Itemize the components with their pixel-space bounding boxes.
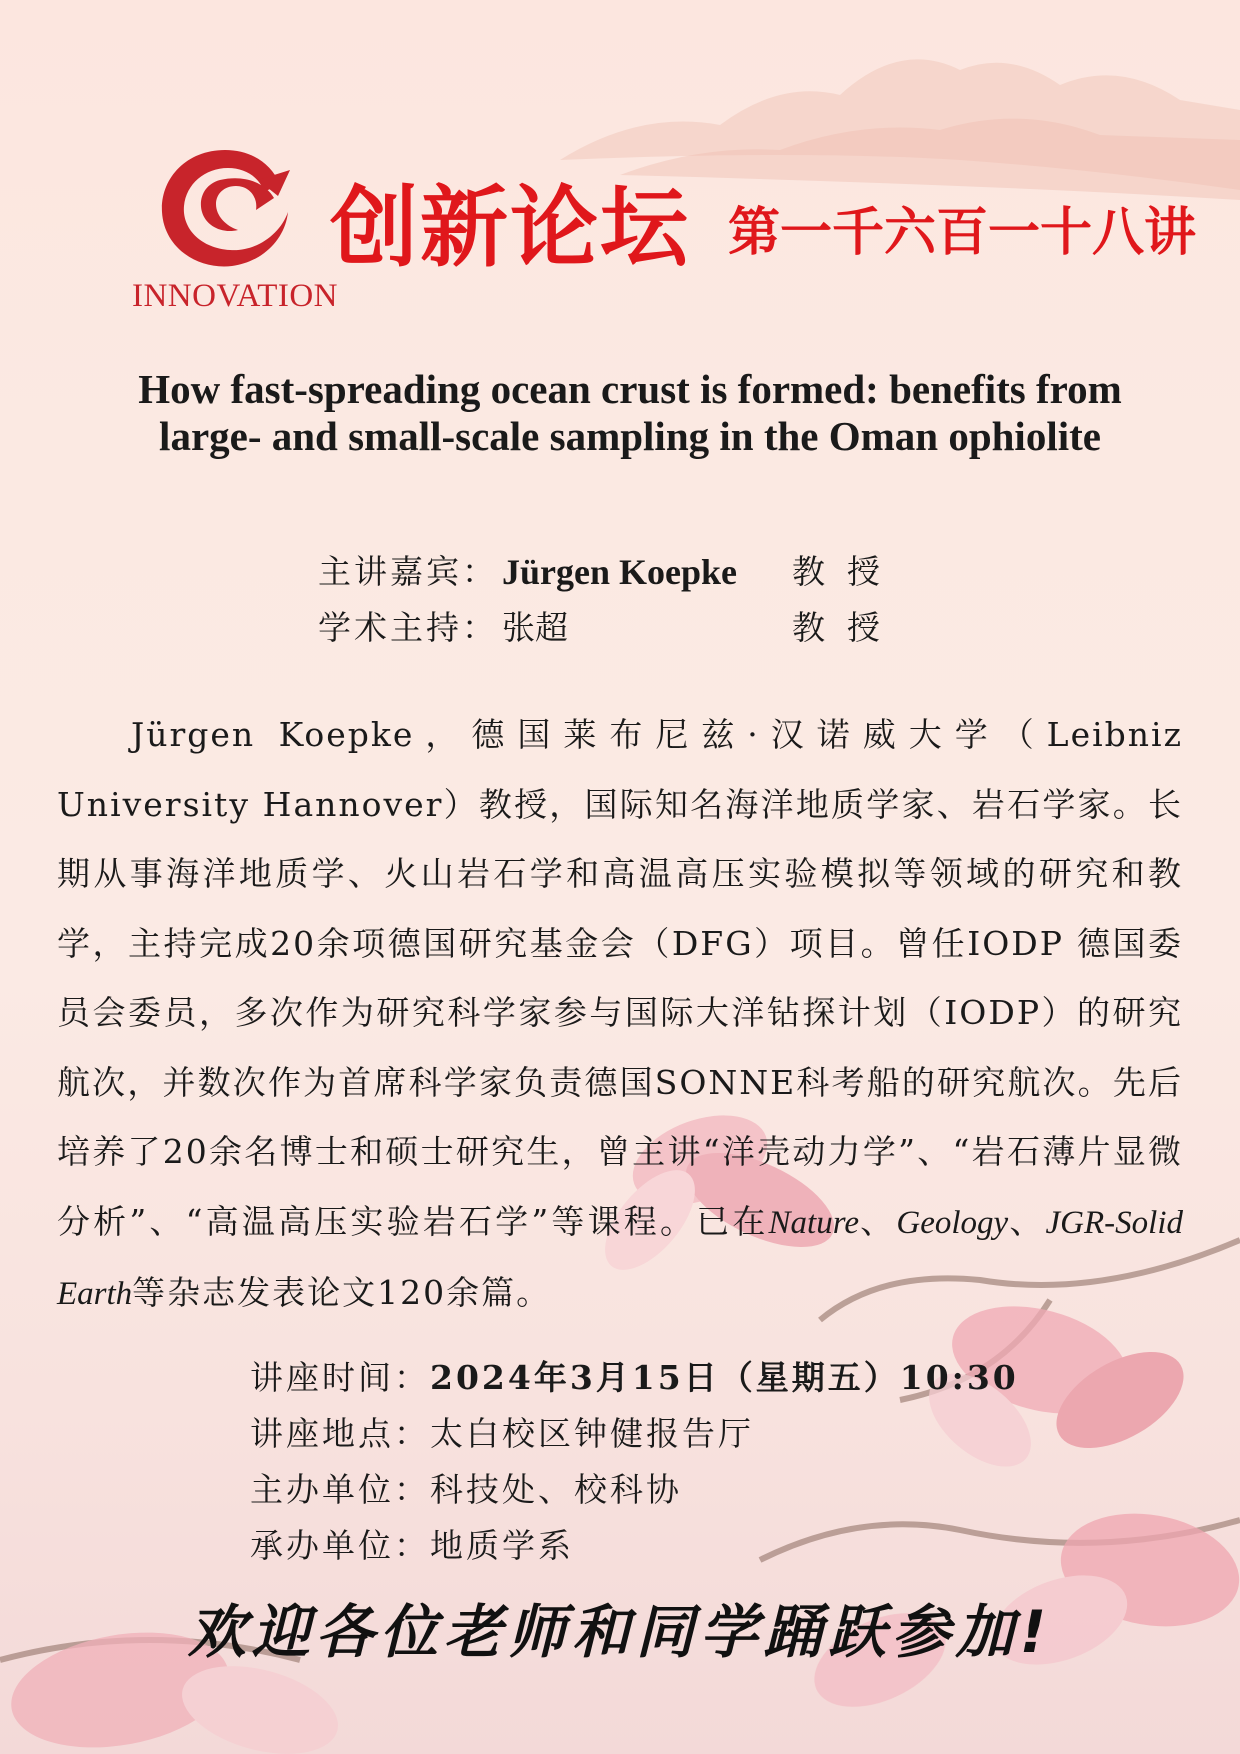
- speaker-title: 教授: [792, 552, 902, 591]
- place-row: [250, 1406, 1019, 1462]
- organizer-row: [250, 1462, 1019, 1518]
- organizer-value: 科技处、校科协: [430, 1470, 682, 1509]
- host-name: 张超: [502, 608, 568, 647]
- welcome-slogan: 欢迎各位老师和同学踊跃参加!: [187, 1598, 1053, 1666]
- speaker-bio: [57, 700, 1183, 1330]
- place-value: 太白校区钟健报告厅: [430, 1414, 754, 1453]
- undertaker-label: 承办单位：: [250, 1526, 430, 1565]
- forum-title: 创新论坛: [330, 176, 691, 279]
- undertaker-row: [250, 1518, 1019, 1574]
- host-label: 学术主持：: [318, 608, 498, 647]
- host-title: 教授: [792, 608, 902, 647]
- time-label: 讲座时间：: [250, 1358, 430, 1397]
- speaker-label: 主讲嘉宾：: [318, 552, 498, 591]
- speaker-name: Jürgen Koepke: [502, 552, 738, 592]
- talk-title-line2: large- and small-scale sampling in the Oman ophiolite: [159, 413, 1101, 459]
- event-info: [250, 1350, 1019, 1574]
- speaker-row: [318, 544, 902, 600]
- bio-separator-1: 、: [858, 1201, 897, 1241]
- lecture-number: 第一千六百一十八讲: [728, 203, 1197, 263]
- time-row: [250, 1350, 1019, 1406]
- logo-text: INNOVATION: [131, 278, 339, 314]
- undertaker-value: 地质学系: [430, 1526, 574, 1565]
- bio-text-part1: Jürgen Koepke，德国莱布尼兹·汉诺威大学（Leibniz University Hannover）教授，国际知名海洋地质学家、岩石学家。长期从事海洋地质学、火山岩石学和高温高压实验模拟等领域的研究和教学，主持完成20余项德国研究基金会（DFG）项目。曾任IODP 德国委员会委员，多次作为研究科学家参与国际大洋钻探计划（IODP）的研究航次，并数次作为首席科学家负责德国SONNE科考船的研究航次。先后培养了20余名博士和硕士研究生，曾主讲“洋壳动力学”、“岩石薄片显微分析”、“高温高压实验岩石学”等课程。已在: [57, 715, 1183, 1241]
- talk-title-line1: How fast-spreading ocean crust is formed: benefits from: [138, 366, 1122, 412]
- bio-journal-nature: Nature: [768, 1204, 859, 1241]
- host-row: [318, 600, 902, 656]
- innovation-swirl-icon: [150, 140, 300, 275]
- bio-journal-geology: Geology: [896, 1204, 1009, 1241]
- bio-separator-2: 、: [1008, 1201, 1046, 1241]
- bio-text-part2: 等杂志发表论文120余篇。: [132, 1273, 552, 1312]
- place-label: 讲座地点：: [250, 1414, 430, 1453]
- organizer-label: 主办单位：: [250, 1470, 430, 1509]
- talk-title: [60, 366, 1200, 460]
- people-block: [318, 544, 902, 656]
- innovation-logo: [120, 140, 350, 320]
- time-value: 2024年3月15日（星期五）10:30: [430, 1358, 1019, 1397]
- bio-journal-jgr: JGR-Solid Earth: [57, 1204, 1183, 1312]
